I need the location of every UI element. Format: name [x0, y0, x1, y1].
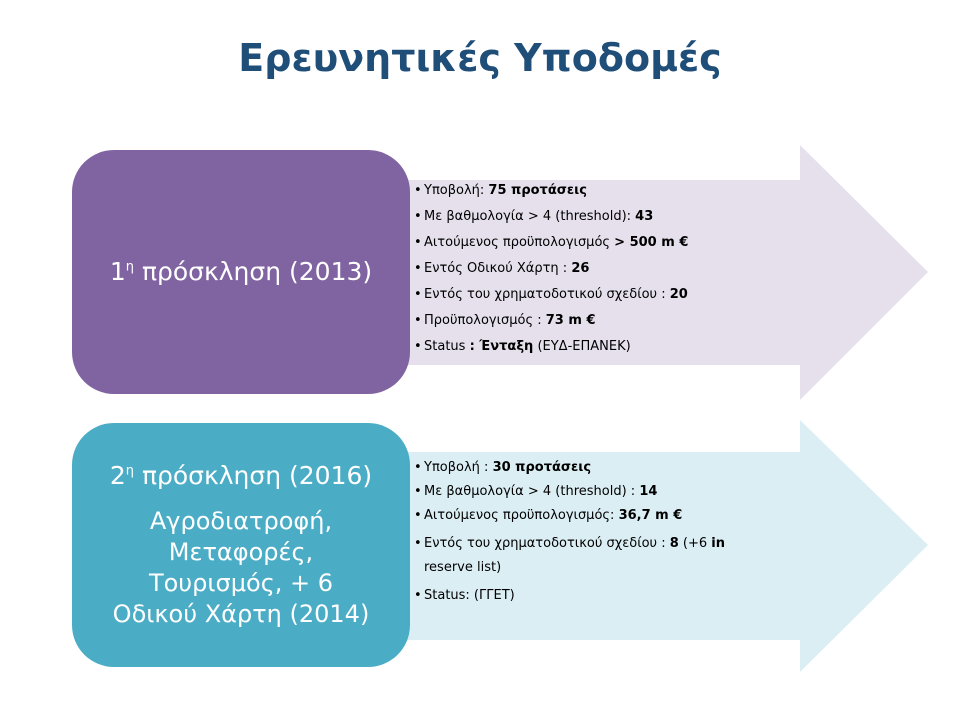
call2-heading-text: πρόσκληση (2016): [134, 461, 373, 490]
bullet-value: 43: [635, 209, 654, 224]
bullet-value: 14: [639, 484, 658, 499]
call2-number: 2: [109, 461, 126, 490]
bullet-label: Αιτούμενος προϋπολογισμός:: [424, 508, 619, 523]
bullet-label: Εντός του χρηματοδοτικού σχεδίου :: [424, 536, 670, 551]
bullet-label: Υποβολή :: [424, 460, 493, 475]
bullet-label: (+6: [678, 536, 712, 551]
call2-heading: [110, 460, 372, 492]
bullet-label: Με βαθμολογία > 4 (threshold):: [424, 209, 636, 224]
call2-subtitle-line: Τουρισμός, + 6: [148, 569, 334, 597]
bullet-item: [414, 334, 688, 360]
bullet-item: [414, 584, 725, 608]
call2-subtitle: [113, 506, 370, 630]
slide-title: Ερευνητικές Υποδομές: [238, 36, 722, 80]
bullet-value: 75 προτάσεις: [488, 183, 587, 198]
call2-subtitle-line: Μεταφορές,: [168, 538, 314, 566]
call1-superscript: η: [125, 259, 134, 275]
bullet-value: 26: [571, 261, 590, 276]
bullet-label: Προϋπολογισμός :: [424, 313, 546, 328]
bullet-item: [414, 480, 725, 504]
bullet-item: [414, 282, 688, 308]
bullet-item: [414, 256, 688, 282]
bullet-value: 8: [669, 536, 679, 551]
bullet-value: 20: [669, 287, 688, 302]
call2-superscript: η: [125, 463, 134, 479]
bullet-item: [414, 308, 688, 334]
bullet-label: Status: [424, 339, 470, 354]
bullet-item: [414, 178, 688, 204]
call1-box: [72, 150, 410, 394]
bullet-value: 73 m €: [545, 313, 596, 328]
bullet-value: in: [711, 536, 725, 551]
bullet-label: Status: (ΓΓΕΤ): [424, 588, 515, 603]
bullet-item: [414, 204, 688, 230]
bullet-value: > 500 m €: [614, 235, 689, 250]
call2-box: [72, 423, 410, 667]
bullet-label: (ΕΥΔ-ΕΠΑΝΕΚ): [533, 339, 631, 354]
bullet-item: [414, 528, 725, 584]
bullet-item: [414, 230, 688, 256]
call1-heading-text: πρόσκληση (2013): [134, 257, 373, 286]
call2-subtitle-line: Αγροδιατροφή,: [149, 507, 333, 535]
bullet-value: 36,7 m €: [618, 508, 683, 523]
call2-bullet-list: [414, 456, 725, 608]
bullet-value: : Ένταξη: [469, 339, 534, 354]
bullet-item: [414, 504, 725, 528]
bullet-label: Υποβολή:: [424, 183, 489, 198]
bullet-label: Αιτούμενος προϋπολογισμός: [424, 235, 615, 250]
bullet-label: reserve list): [424, 560, 502, 575]
bullet-label: Εντός του χρηματοδοτικού σχεδίου :: [424, 287, 670, 302]
call2-subtitle-line: Οδικού Χάρτη (2014): [112, 600, 370, 628]
bullet-label: Με βαθμολογία > 4 (threshold) :: [424, 484, 640, 499]
call1-bullet-list: [414, 178, 688, 360]
call1-heading: [110, 256, 372, 288]
bullet-label: Εντός Οδικού Χάρτη :: [424, 261, 572, 276]
bullet-item: [414, 456, 725, 480]
bullet-value: 30 προτάσεις: [492, 460, 592, 475]
call1-number: 1: [109, 257, 126, 286]
